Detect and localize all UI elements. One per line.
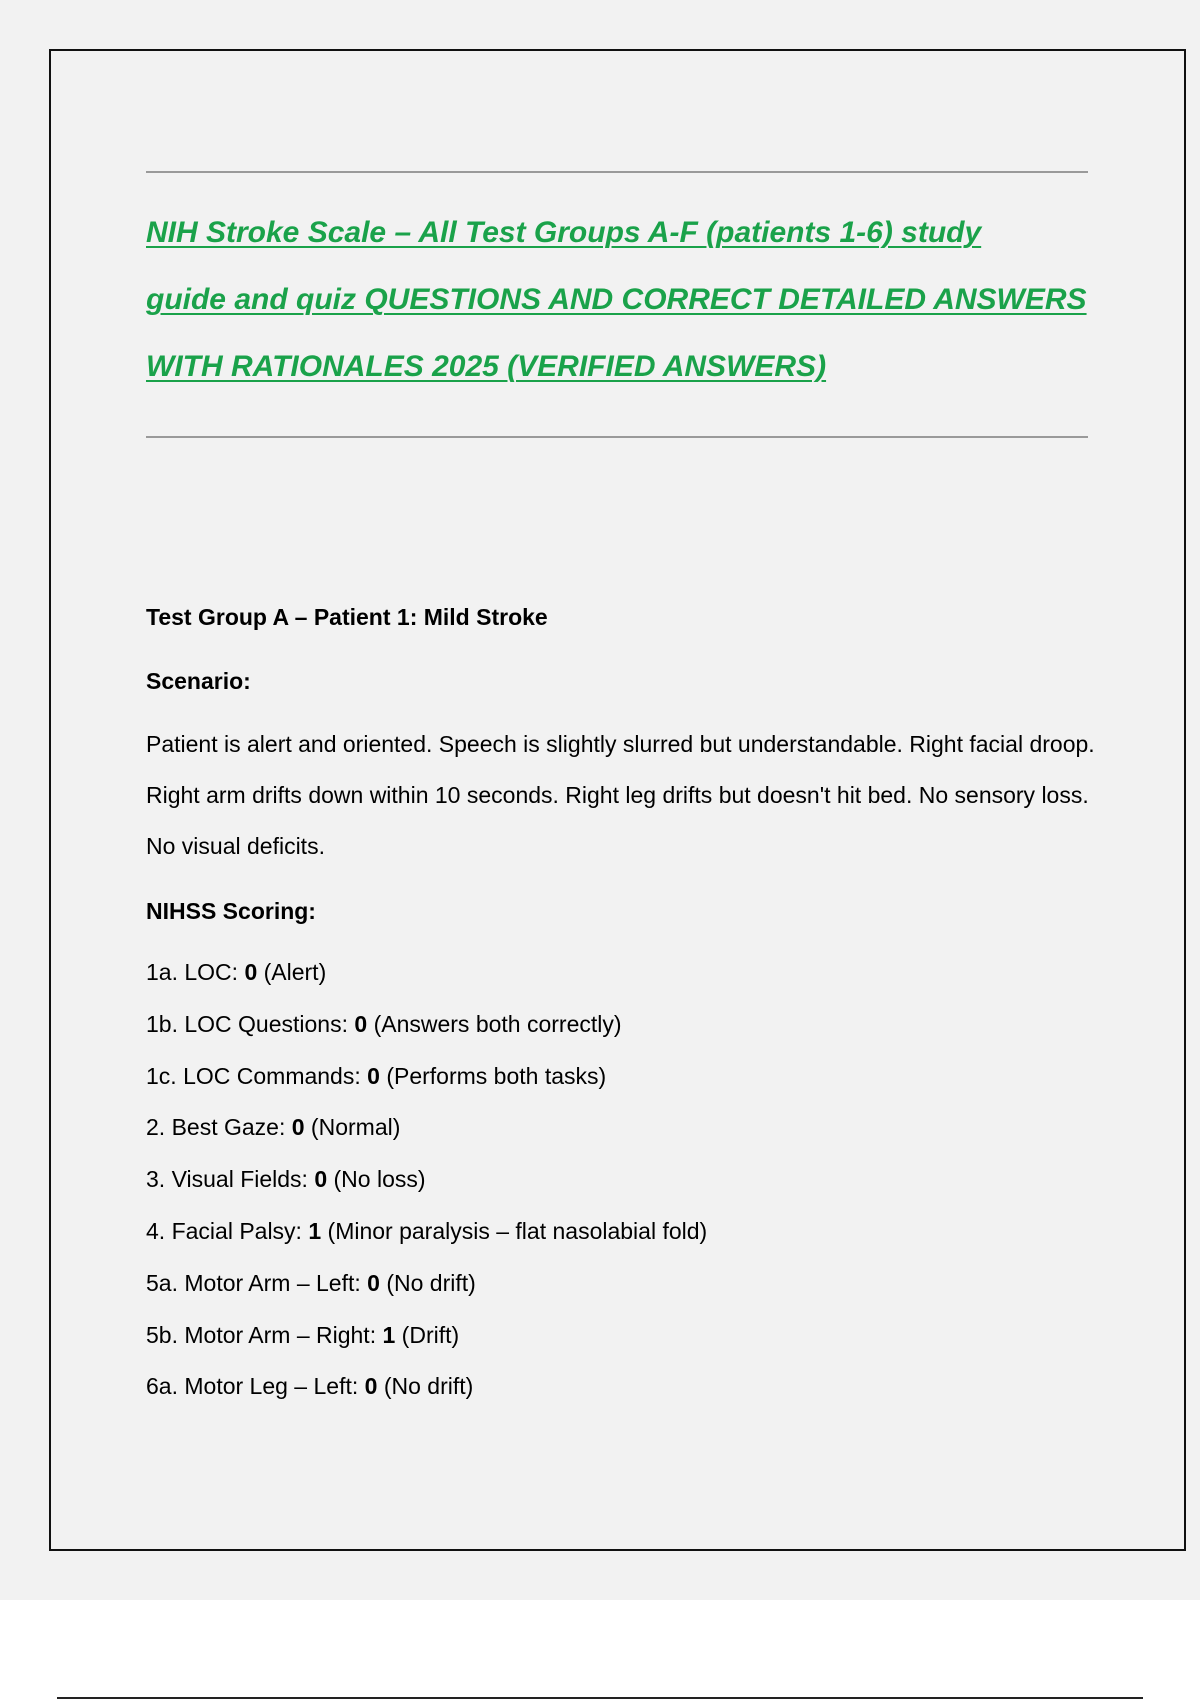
score-value: 0 bbox=[367, 1269, 380, 1296]
document-title bbox=[146, 199, 1091, 400]
title-line bbox=[146, 333, 1091, 400]
title-line-text: NIH Stroke Scale – All Test Groups A-F (patients 1-6) study bbox=[146, 216, 982, 249]
score-value: 0 bbox=[364, 1373, 378, 1400]
title-line bbox=[146, 199, 1091, 266]
scenario-label: Scenario: bbox=[146, 668, 251, 694]
score-item-1a-loc bbox=[146, 947, 1096, 999]
title-bottom-divider bbox=[146, 436, 1088, 438]
score-note: (No loss) bbox=[327, 1166, 426, 1193]
score-item-1c-loc-commands bbox=[146, 1051, 1096, 1103]
score-note: (Minor paralysis – flat nasolabial fold) bbox=[321, 1217, 708, 1244]
title-line-text: WITH RATIONALES 2025 (VERIFIED ANSWERS) bbox=[146, 350, 827, 383]
score-value: 1 bbox=[308, 1217, 322, 1244]
title-top-divider bbox=[146, 171, 1088, 173]
score-value: 0 bbox=[291, 1114, 305, 1141]
score-item-3-visual-fields bbox=[146, 1154, 1096, 1206]
score-label: 5b. Motor Arm – Right: bbox=[146, 1321, 383, 1348]
score-label: 1c. LOC Commands: bbox=[146, 1062, 368, 1089]
score-note: (Normal) bbox=[304, 1114, 401, 1141]
score-label: 6a. Motor Leg – Left: bbox=[146, 1373, 365, 1400]
title-line bbox=[146, 266, 1091, 333]
score-item-5a-motor-arm-left bbox=[146, 1258, 1096, 1310]
score-note: (Alert) bbox=[257, 959, 327, 985]
document-body bbox=[146, 596, 1096, 1413]
score-label: 1b. LOC Questions: bbox=[146, 1010, 355, 1037]
score-label: 5a. Motor Arm – Left: bbox=[146, 1269, 368, 1296]
score-value: 0 bbox=[354, 1010, 368, 1037]
score-value: 0 bbox=[367, 1062, 380, 1089]
scoring-label: NIHSS Scoring: bbox=[146, 898, 316, 924]
score-value: 0 bbox=[314, 1166, 328, 1193]
scenario-text: Patient is alert and oriented. Speech is slightly slurred but understandable. Right facial droop. Right arm drifts down within 10 seconds. Right leg drifts but doesn't hit bed. No sensory loss. No visual deficits. bbox=[146, 731, 1095, 859]
score-note: (Performs both tasks) bbox=[379, 1062, 607, 1089]
score-label: 4. Facial Palsy: bbox=[146, 1217, 309, 1244]
score-item-5b-motor-arm-right bbox=[146, 1310, 1096, 1362]
score-item-6a-motor-leg-left bbox=[146, 1361, 1096, 1413]
score-item-1b-loc-questions bbox=[146, 999, 1096, 1051]
nihss-score-list bbox=[146, 947, 1096, 1413]
score-label: 1a. LOC: bbox=[146, 959, 245, 985]
score-note: (Answers both correctly) bbox=[367, 1010, 622, 1037]
title-line-text: guide and quiz QUESTIONS AND CORRECT DETAILED ANSWERS bbox=[146, 283, 1087, 316]
score-note: (Drift) bbox=[395, 1321, 460, 1348]
score-item-2-best-gaze bbox=[146, 1102, 1096, 1154]
score-label: 3. Visual Fields: bbox=[146, 1166, 315, 1193]
section-heading: Test Group A – Patient 1: Mild Stroke bbox=[146, 604, 548, 630]
next-page-top-rule bbox=[57, 1697, 1143, 1699]
score-note: (No drift) bbox=[377, 1373, 474, 1400]
score-note: (No drift) bbox=[379, 1269, 476, 1296]
score-item-4-facial-palsy bbox=[146, 1206, 1096, 1258]
score-value: 1 bbox=[382, 1321, 396, 1348]
score-label: 2. Best Gaze: bbox=[146, 1114, 292, 1141]
score-value: 0 bbox=[244, 959, 258, 985]
